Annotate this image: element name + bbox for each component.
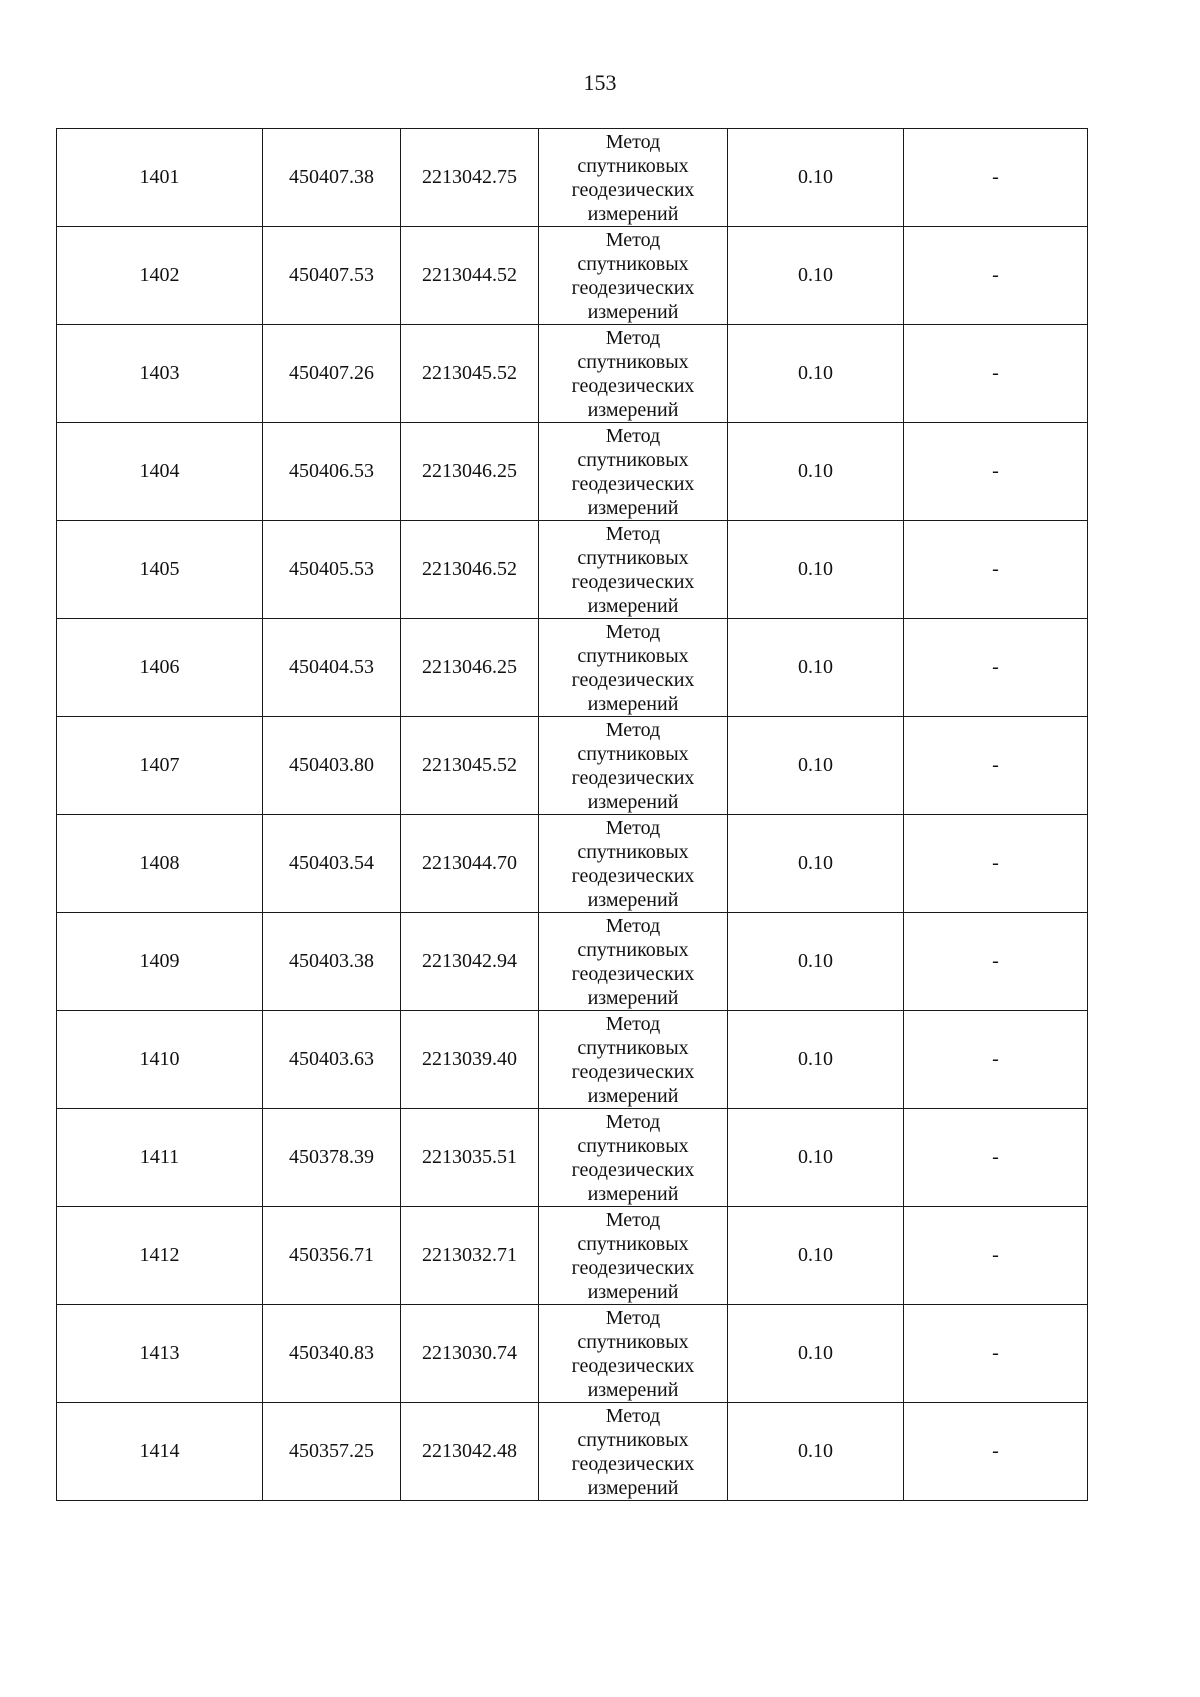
- method-line: измерений: [587, 692, 679, 715]
- method-line: спутниковых: [577, 840, 689, 863]
- accuracy-cell: 0.10: [728, 129, 904, 227]
- method-cell: [539, 129, 728, 227]
- y-coordinate-cell: 2213046.52: [401, 521, 539, 619]
- point-number-cell: 1403: [57, 325, 263, 423]
- note-cell: -: [904, 521, 1088, 619]
- method-line: спутниковых: [577, 252, 689, 275]
- x-coordinate-cell: 450357.25: [263, 1403, 401, 1501]
- note-cell: -: [904, 815, 1088, 913]
- point-number-cell: 1406: [57, 619, 263, 717]
- method-line: спутниковых: [577, 644, 689, 667]
- method-cell: [539, 423, 728, 521]
- x-coordinate-cell: 450403.38: [263, 913, 401, 1011]
- x-coordinate-cell: 450404.53: [263, 619, 401, 717]
- y-coordinate-cell: 2213044.52: [401, 227, 539, 325]
- method-cell: [539, 1305, 728, 1403]
- accuracy-cell: 0.10: [728, 325, 904, 423]
- x-coordinate-cell: 450403.63: [263, 1011, 401, 1109]
- method-line: геодезических: [571, 668, 695, 691]
- point-number-cell: 1408: [57, 815, 263, 913]
- method-line: спутниковых: [577, 350, 689, 373]
- table-row: [57, 1207, 1088, 1305]
- method-line: измерений: [587, 1280, 679, 1303]
- table-row: [57, 815, 1088, 913]
- method-line: Метод: [605, 326, 661, 349]
- accuracy-cell: 0.10: [728, 815, 904, 913]
- method-line: Метод: [605, 522, 661, 545]
- method-line: геодезических: [571, 472, 695, 495]
- accuracy-cell: 0.10: [728, 227, 904, 325]
- accuracy-cell: 0.10: [728, 913, 904, 1011]
- table-row: [57, 1403, 1088, 1501]
- note-cell: -: [904, 913, 1088, 1011]
- note-cell: -: [904, 1109, 1088, 1207]
- method-line: спутниковых: [577, 154, 689, 177]
- x-coordinate-cell: 450403.54: [263, 815, 401, 913]
- note-cell: -: [904, 1403, 1088, 1501]
- note-cell: -: [904, 717, 1088, 815]
- method-cell: [539, 913, 728, 1011]
- point-number-cell: 1404: [57, 423, 263, 521]
- method-line: геодезических: [571, 1060, 695, 1083]
- y-coordinate-cell: 2213042.48: [401, 1403, 539, 1501]
- method-line: геодезических: [571, 178, 695, 201]
- point-number-cell: 1405: [57, 521, 263, 619]
- method-line: Метод: [605, 1110, 661, 1133]
- point-number-cell: 1414: [57, 1403, 263, 1501]
- note-cell: -: [904, 1011, 1088, 1109]
- y-coordinate-cell: 2213045.52: [401, 325, 539, 423]
- coordinates-table: [56, 128, 1088, 1501]
- method-line: измерений: [587, 1182, 679, 1205]
- method-line: Метод: [605, 914, 661, 937]
- method-line: геодезических: [571, 1256, 695, 1279]
- y-coordinate-cell: 2213042.75: [401, 129, 539, 227]
- point-number-cell: 1407: [57, 717, 263, 815]
- y-coordinate-cell: 2213044.70: [401, 815, 539, 913]
- y-coordinate-cell: 2213042.94: [401, 913, 539, 1011]
- accuracy-cell: 0.10: [728, 1207, 904, 1305]
- method-line: геодезических: [571, 374, 695, 397]
- method-line: Метод: [605, 718, 661, 741]
- accuracy-cell: 0.10: [728, 619, 904, 717]
- method-line: спутниковых: [577, 448, 689, 471]
- x-coordinate-cell: 450378.39: [263, 1109, 401, 1207]
- accuracy-cell: 0.10: [728, 423, 904, 521]
- table-row: [57, 913, 1088, 1011]
- y-coordinate-cell: 2213046.25: [401, 619, 539, 717]
- method-line: измерений: [587, 888, 679, 911]
- x-coordinate-cell: 450405.53: [263, 521, 401, 619]
- point-number-cell: 1410: [57, 1011, 263, 1109]
- point-number-cell: 1412: [57, 1207, 263, 1305]
- method-line: геодезических: [571, 570, 695, 593]
- method-line: Метод: [605, 1012, 661, 1035]
- note-cell: -: [904, 1207, 1088, 1305]
- method-cell: [539, 325, 728, 423]
- method-line: геодезических: [571, 276, 695, 299]
- table-row: [57, 423, 1088, 521]
- method-line: спутниковых: [577, 1428, 689, 1451]
- method-line: измерений: [587, 594, 679, 617]
- method-line: Метод: [605, 1404, 661, 1427]
- method-line: спутниковых: [577, 1134, 689, 1157]
- method-cell: [539, 1011, 728, 1109]
- point-number-cell: 1411: [57, 1109, 263, 1207]
- coordinates-table-body: [57, 129, 1088, 1501]
- accuracy-cell: 0.10: [728, 1109, 904, 1207]
- x-coordinate-cell: 450403.80: [263, 717, 401, 815]
- method-line: Метод: [605, 1208, 661, 1231]
- accuracy-cell: 0.10: [728, 717, 904, 815]
- method-line: измерений: [587, 300, 679, 323]
- table-row: [57, 1011, 1088, 1109]
- method-line: измерений: [587, 1476, 679, 1499]
- method-cell: [539, 1109, 728, 1207]
- x-coordinate-cell: 450407.26: [263, 325, 401, 423]
- accuracy-cell: 0.10: [728, 521, 904, 619]
- method-line: геодезических: [571, 1158, 695, 1181]
- method-cell: [539, 1403, 728, 1501]
- page-number: 153: [583, 70, 617, 95]
- method-line: измерений: [587, 496, 679, 519]
- point-number-cell: 1409: [57, 913, 263, 1011]
- method-line: Метод: [605, 424, 661, 447]
- method-cell: [539, 717, 728, 815]
- x-coordinate-cell: 450356.71: [263, 1207, 401, 1305]
- method-line: спутниковых: [577, 938, 689, 961]
- method-cell: [539, 1207, 728, 1305]
- method-cell: [539, 815, 728, 913]
- y-coordinate-cell: 2213032.71: [401, 1207, 539, 1305]
- note-cell: -: [904, 325, 1088, 423]
- note-cell: -: [904, 619, 1088, 717]
- y-coordinate-cell: 2213045.52: [401, 717, 539, 815]
- table-row: [57, 227, 1088, 325]
- table-row: [57, 1109, 1088, 1207]
- table-row: [57, 1305, 1088, 1403]
- accuracy-cell: 0.10: [728, 1011, 904, 1109]
- method-line: измерений: [587, 986, 679, 1009]
- x-coordinate-cell: 450407.38: [263, 129, 401, 227]
- table-row: [57, 129, 1088, 227]
- method-line: Метод: [605, 130, 661, 153]
- table-row: [57, 325, 1088, 423]
- method-line: геодезических: [571, 864, 695, 887]
- point-number-cell: 1402: [57, 227, 263, 325]
- method-line: геодезических: [571, 962, 695, 985]
- method-line: измерений: [587, 1084, 679, 1107]
- table-row: [57, 717, 1088, 815]
- note-cell: -: [904, 1305, 1088, 1403]
- method-line: Метод: [605, 816, 661, 839]
- x-coordinate-cell: 450407.53: [263, 227, 401, 325]
- method-line: геодезических: [571, 1354, 695, 1377]
- method-line: Метод: [605, 620, 661, 643]
- method-line: спутниковых: [577, 1036, 689, 1059]
- method-cell: [539, 521, 728, 619]
- x-coordinate-cell: 450406.53: [263, 423, 401, 521]
- accuracy-cell: 0.10: [728, 1403, 904, 1501]
- method-line: измерений: [587, 202, 679, 225]
- method-line: спутниковых: [577, 742, 689, 765]
- method-cell: [539, 619, 728, 717]
- note-cell: -: [904, 129, 1088, 227]
- method-line: спутниковых: [577, 1330, 689, 1353]
- y-coordinate-cell: 2213035.51: [401, 1109, 539, 1207]
- method-line: геодезических: [571, 766, 695, 789]
- table-row: [57, 521, 1088, 619]
- method-line: Метод: [605, 1306, 661, 1329]
- point-number-cell: 1401: [57, 129, 263, 227]
- method-line: геодезических: [571, 1452, 695, 1475]
- point-number-cell: 1413: [57, 1305, 263, 1403]
- x-coordinate-cell: 450340.83: [263, 1305, 401, 1403]
- method-line: измерений: [587, 1378, 679, 1401]
- y-coordinate-cell: 2213030.74: [401, 1305, 539, 1403]
- table-row: [57, 619, 1088, 717]
- note-cell: -: [904, 227, 1088, 325]
- method-line: спутниковых: [577, 546, 689, 569]
- accuracy-cell: 0.10: [728, 1305, 904, 1403]
- note-cell: -: [904, 423, 1088, 521]
- method-line: измерений: [587, 398, 679, 421]
- y-coordinate-cell: 2213039.40: [401, 1011, 539, 1109]
- y-coordinate-cell: 2213046.25: [401, 423, 539, 521]
- method-cell: [539, 227, 728, 325]
- method-line: измерений: [587, 790, 679, 813]
- method-line: спутниковых: [577, 1232, 689, 1255]
- method-line: Метод: [605, 228, 661, 251]
